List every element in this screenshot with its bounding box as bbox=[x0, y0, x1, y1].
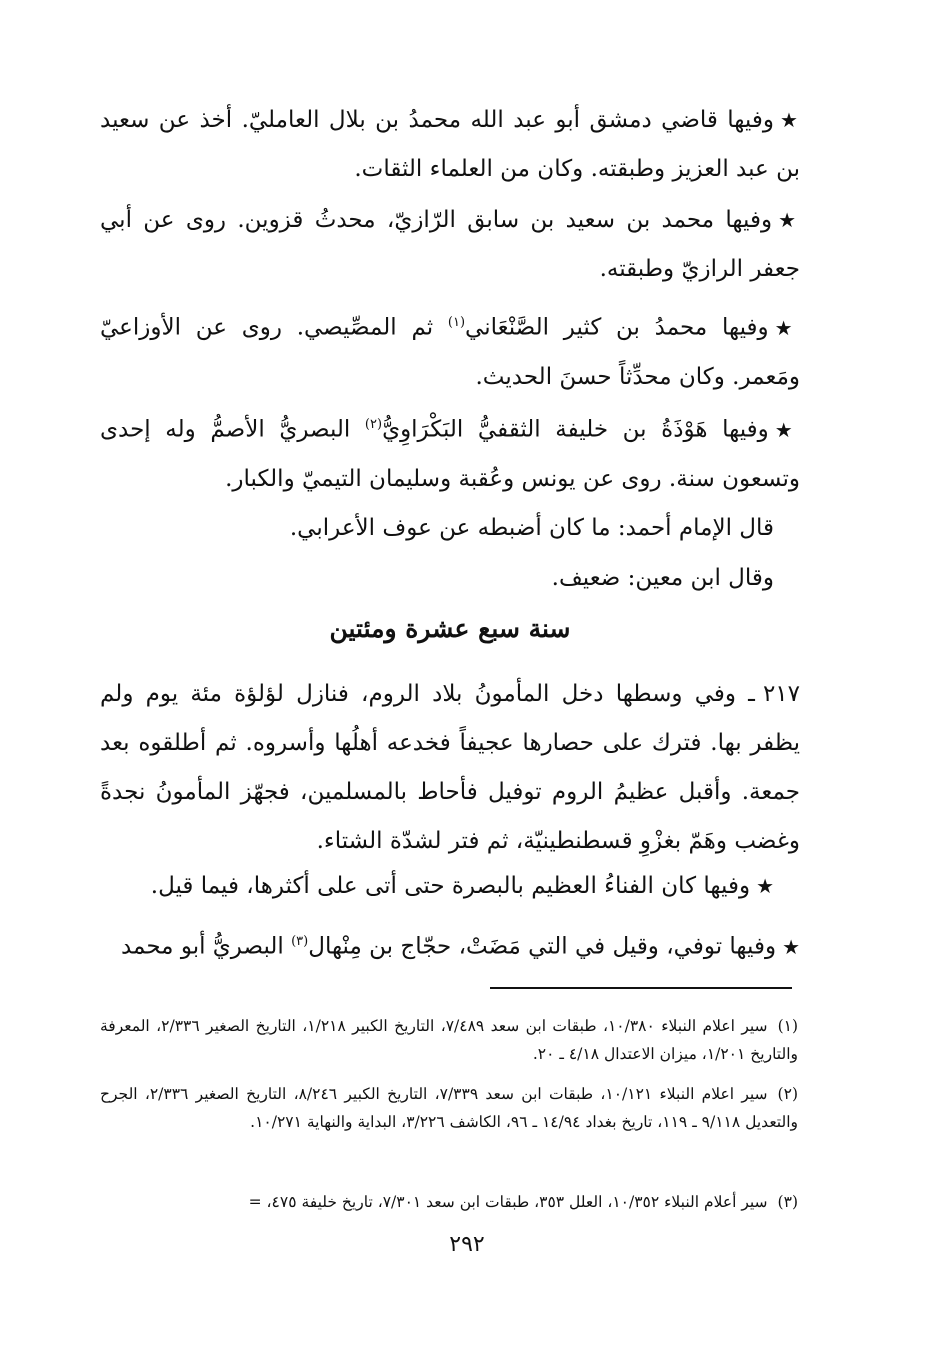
paragraph-4 bbox=[100, 400, 800, 504]
paragraph-text: وفيها هَوْذَةُ بن خليفة الثقفيُّ البَكْرَاوِيُّ bbox=[382, 416, 769, 443]
footnote-text: سير اعلام النبلاء ١٠/١٢١، طبقات ابن سعد ٧/٣٣٩، التاريخ الكبير ٨/٢٤٦، التاريخ الصغير ٢/٣٣٦، الجرح والتعديل ٩/١١٨ ـ ١١٩، تاريخ بغداد ١٤/٩٤ ـ ٩٦، الكاشف ٣/٢٢٦، البداية والنهاية ١٠/٢٧١. bbox=[100, 1085, 798, 1131]
entry-number: ٢١٧ bbox=[762, 681, 800, 707]
footnote-marker[interactable]: (٣) bbox=[291, 934, 309, 949]
paragraph-text: وفيها محمدُ بن كثير الصَّنْعَاني bbox=[465, 314, 769, 341]
star-icon: ★ bbox=[782, 934, 800, 959]
paragraph-text: وفيها محمد بن سعيد بن سابق الرّازيّ، محدثُ قزوين. روى عن أبي جعفر الرازيّ وطبقته. bbox=[100, 207, 800, 282]
footnote-text: سير أعلام النبلاء ١٠/٣٥٢، العلل ٣٥٣، طبقات ابن سعد ٧/٣٠١، تاريخ خليفة ٤٧٥، = bbox=[248, 1193, 768, 1211]
entry-217 bbox=[100, 670, 800, 866]
paragraph-text: وفيها كان الفناءُ العظيم بالبصرة حتى أتى على أكثرها، فيما قيل. bbox=[150, 873, 751, 899]
star-icon: ★ bbox=[756, 874, 774, 898]
paragraph-text: وقال ابن معين: ضعيف. bbox=[551, 565, 774, 591]
star-icon: ★ bbox=[779, 108, 800, 132]
paragraph-1 bbox=[100, 96, 800, 194]
paragraph-text: البصريُّ الأصمُّ وله إحدى وتسعون سنة. روى عن يونس وعُقبة وسليمان التيميّ والكبار. bbox=[100, 416, 800, 492]
footnote-2 bbox=[100, 1080, 798, 1136]
page-number: ٢٩٢ bbox=[449, 1232, 485, 1257]
paragraph-text: ـ وفي وسطها دخل المأمونُ بلاد الروم، فنازل لؤلؤة مئة يوم ولم يظفر بها. فترك على حصارها عجيفاً فخدعه أهلُها وأسروه. ثم أطلقوه بعد جمعة. وأقبل عظيمُ الروم توفيل فأحاط بالمسلمين، فجهّز المأمونُ نجدةً وغضب وهَمّ بغزْوِ قسطنطينيّة، ثم فتر لشدّة الشتاء. bbox=[100, 681, 800, 854]
paragraph-3 bbox=[100, 298, 800, 402]
footnote-3 bbox=[100, 1188, 798, 1216]
year-heading: سنة سبع عشرة ومئتين bbox=[329, 614, 571, 643]
star-icon: ★ bbox=[774, 315, 800, 340]
paragraph-text: وفيها توفي، وقيل في التي مَضَتْ، حجّاج بن مِنْهال bbox=[308, 933, 777, 960]
footnote-marker[interactable]: (١) bbox=[447, 315, 466, 330]
paragraph-text: البصريُّ أبو محمد bbox=[120, 933, 292, 960]
paragraph-2 bbox=[100, 196, 800, 294]
footnote-number: (٢) bbox=[777, 1085, 798, 1103]
paragraph-text: قال الإمام أحمد: ما كان أضبطه عن عوف الأعرابي. bbox=[289, 515, 774, 541]
footnote-1 bbox=[100, 1012, 798, 1068]
paragraph-6 bbox=[100, 917, 800, 972]
star-icon: ★ bbox=[778, 208, 800, 232]
quote-ibn-maein bbox=[100, 554, 800, 603]
footnote-number: (١) bbox=[777, 1017, 799, 1035]
paragraph-text: ثم المصِّيصي. روى عن الأوزاعيّ ومَعمر. وكان محدِّثاً حسنَ الحديث. bbox=[100, 314, 800, 390]
star-icon: ★ bbox=[774, 417, 800, 442]
quote-ahmad bbox=[100, 504, 800, 553]
footnote-divider bbox=[490, 987, 792, 989]
paragraph-text: وفيها قاضي دمشق أبو عبد الله محمدُ بن بلال العامليّ. أخذ عن سعيد بن عبد العزيز وطبقته. وكان من العلماء الثقات. bbox=[100, 107, 800, 182]
footnote-text: سير اعلام النبلاء ١٠/٣٨٠، طبقات ابن سعد ٧/٤٨٩، التاريخ الكبير ١/٢١٨، التاريخ الصغير ٢/٣٣٦، المعرفة والتاريخ ١/٢٠١، ميزان الاعتدال ٤/١٨ ـ ٢٠. bbox=[100, 1017, 798, 1063]
footnote-marker[interactable]: (٢) bbox=[364, 417, 383, 432]
footnote-number: (٣) bbox=[777, 1193, 798, 1211]
paragraph-5 bbox=[100, 862, 800, 911]
